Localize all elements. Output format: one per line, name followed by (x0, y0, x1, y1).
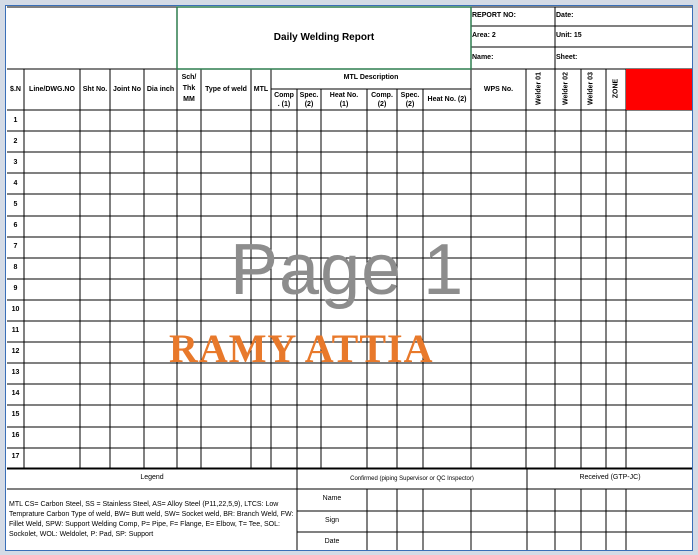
col-header-heat-2: Heat No. (2) (427, 96, 467, 103)
col-header-zone: ZONE (612, 78, 620, 99)
report-no-label: REPORT NO: (472, 12, 516, 19)
col-header-spec-1b: (2) (304, 101, 314, 108)
row-number: 10 (11, 306, 20, 313)
col-header-sch-3: MM (183, 96, 195, 103)
col-header-sch-2: Thk (182, 85, 196, 92)
footer-sign-label: Sign (324, 517, 339, 524)
date-label: Date: (556, 12, 574, 19)
legend-text: MTL CS= Carbon Steel, SS = Stainless Steel, AS= Alloy Steel (P11,22,5,9), LTCS: Low Temprature Carbon Type of weld, BW= Butt weld, SW= Socket weld, BR: Branch Weld, FW: Fillet Weld, SPW: Support Welding Comp, P= Pipe, F= Flange, E= Elbow, T= Tee, SOL: Sockolet, WOL: Weldolet, P: Pad, SP: Support (9, 501, 294, 538)
col-header-comp-1a: Comp (274, 92, 294, 99)
footer-name-label: Name (322, 495, 342, 502)
row-number: 8 (13, 264, 18, 271)
col-header-comp-1b: . (1) (277, 101, 291, 108)
area-label: Area: 2 (472, 32, 496, 39)
footer-date-label: Date (324, 538, 340, 545)
col-header-welder-01: Welder 01 (535, 72, 543, 105)
col-header-dia: Dia inch (146, 86, 175, 93)
legend-title: Legend (140, 474, 164, 481)
name-label: Name: (472, 54, 494, 61)
row-number: 4 (13, 180, 18, 187)
report-title: Daily Welding Report (273, 32, 375, 43)
red-highlight-cell (626, 69, 693, 110)
row-number: 7 (13, 243, 18, 250)
col-header-sn: $.N (10, 86, 21, 93)
col-header-joint: Joint No (113, 86, 141, 93)
col-header-mtl: MTL (253, 86, 269, 93)
col-header-spec-2a: Spec. (400, 92, 420, 99)
col-header-heat-1a: Heat No. (329, 92, 359, 99)
confirmed-label: Confirmed (piping Supervisor or QC Inspector) (350, 476, 474, 482)
col-header-comp-2a: Comp. (371, 92, 393, 99)
col-header-spec-1a: Spec. (299, 92, 319, 99)
col-header-heat-1b: (1) (339, 101, 349, 108)
col-header-line: Line/DWG.NO (29, 86, 75, 93)
row-number: 14 (11, 390, 20, 397)
col-header-welder-02: Welder 02 (562, 72, 570, 105)
row-number: 15 (11, 411, 20, 418)
col-header-mtl-description: MTL Description (343, 74, 399, 81)
row-number: 11 (11, 327, 20, 334)
row-number: 13 (11, 369, 20, 376)
page-watermark: Page 1 (230, 230, 465, 310)
col-header-sht: Sht No. (82, 86, 108, 93)
row-number: 2 (13, 138, 18, 145)
col-header-welder-03: Welder 03 (587, 72, 595, 105)
row-number: 3 (13, 159, 18, 166)
row-number: 1 (13, 117, 18, 124)
col-header-type: Type of weld (205, 86, 247, 93)
row-number: 17 (11, 453, 20, 460)
row-number: 5 (13, 201, 18, 208)
row-number: 9 (13, 285, 18, 292)
row-number: 12 (11, 348, 20, 355)
author-watermark: RAMY ATTIA (169, 326, 434, 371)
welding-report-sheet (5, 5, 693, 551)
unit-label: Unit: 15 (556, 32, 582, 39)
col-header-spec-2b: (2) (405, 101, 415, 108)
sheet-label: Sheet: (556, 54, 578, 61)
received-label: Received (GTP-JC) (579, 474, 641, 481)
col-header-comp-2b: (2) (377, 101, 387, 108)
row-number: 6 (13, 222, 18, 229)
col-header-wps: WPS No. (483, 86, 514, 93)
col-header-sch-1: Sch/ (181, 74, 197, 81)
row-number: 16 (11, 432, 20, 439)
